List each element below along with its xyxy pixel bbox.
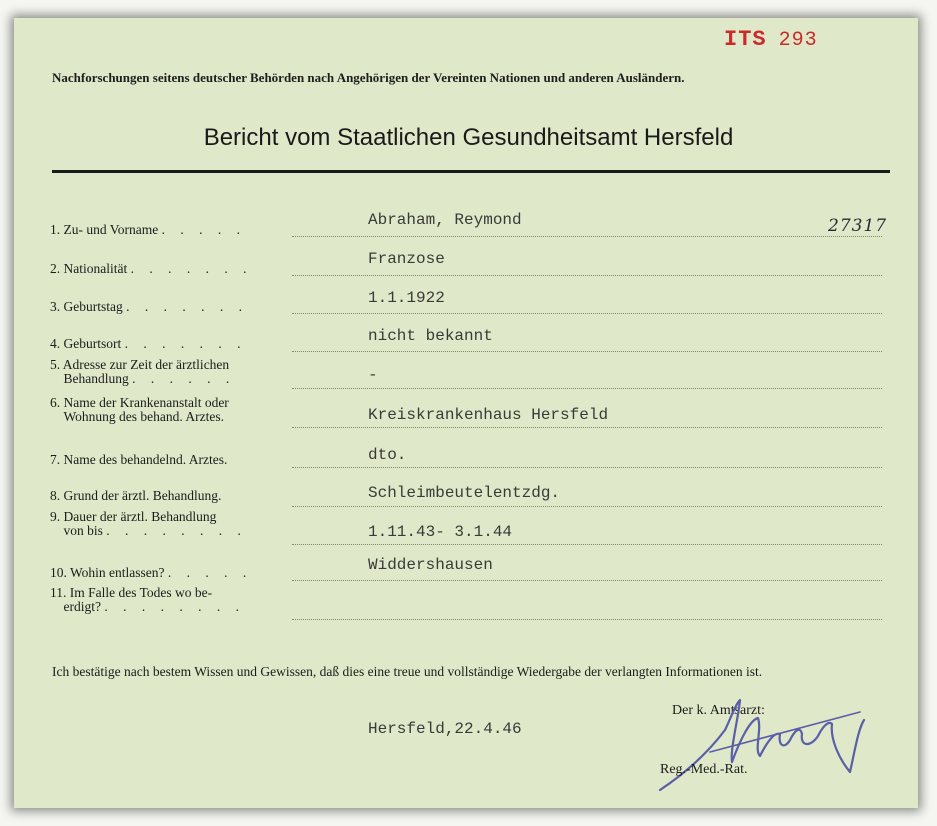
field-value-reason: Schleimbeutelentzdg. xyxy=(368,484,561,502)
field-line xyxy=(292,580,882,581)
field-label-duration: 9. Dauer der ärztl. Behandlung von bis . . . . . . . . xyxy=(50,509,247,538)
field-line xyxy=(292,275,882,276)
reference-number: 27317 xyxy=(828,216,888,236)
field-value-discharged: Widdershausen xyxy=(368,556,493,574)
field-label-birthplace: 4. Geburtsort . . . . . . . xyxy=(50,336,247,351)
field-label-address: 5. Adresse zur Zeit der ärztlichen Behandlung . . . . . . xyxy=(50,357,236,386)
field-label-birthdate: 3. Geburtstag . . . . . . . xyxy=(50,299,248,314)
document-title: Bericht vom Staatlichen Gesundheitsamt Hersfeld xyxy=(203,124,734,151)
field-label-discharged: 10. Wohin entlassen? . . . . . xyxy=(50,565,253,580)
title-rule xyxy=(52,170,890,173)
stamp-number: 293 xyxy=(778,29,818,52)
officer-title: Der k. Amtsarzt: xyxy=(672,703,765,718)
field-line xyxy=(292,544,882,545)
field-value-address: - xyxy=(368,366,378,384)
field-line xyxy=(292,506,882,507)
field-line xyxy=(292,313,882,314)
field-line xyxy=(292,388,882,389)
field-value-birthplace: nicht bekannt xyxy=(368,327,493,345)
field-value-birthdate: 1.1.1922 xyxy=(368,289,445,307)
field-label-burial: 11. Im Falle des Todes wo be- erdigt? . . . . . . . . xyxy=(50,585,245,614)
field-value-name: Abraham, Reymond xyxy=(368,211,522,229)
field-line xyxy=(292,236,882,237)
field-value-hospital: Kreiskrankenhaus Hersfeld xyxy=(368,406,609,424)
stamp-prefix: ITS xyxy=(724,27,767,52)
field-label-doctor: 7. Name des behandelnd. Arztes. xyxy=(50,452,228,467)
field-value-doctor: dto. xyxy=(368,446,407,464)
field-label-hospital: 6. Name der Krankenanstalt oder Wohnung des behand. Arztes. xyxy=(50,395,229,424)
field-line xyxy=(292,467,882,468)
officer-rank: Reg.-Med.-Rat. xyxy=(660,762,748,777)
confirmation-statement: Ich bestätige nach bestem Wissen und Gewissen, daß dies eine treue und vollständige Wiedergabe der verlangten Informationen ist. xyxy=(52,664,763,679)
field-line xyxy=(292,619,882,620)
field-line xyxy=(292,351,882,352)
handwritten-signature xyxy=(650,690,880,800)
document-subtitle: Nachforschungen seitens deutscher Behörden nach Angehörigen der Vereinten Nationen und anderen Ausländern. xyxy=(52,70,685,85)
place-and-date: Hersfeld,22.4.46 xyxy=(368,720,522,738)
field-label-reason: 8. Grund der ärztl. Behandlung. xyxy=(50,488,222,503)
field-label-nationality: 2. Nationalität . . . . . . . xyxy=(50,261,253,276)
field-line xyxy=(292,427,882,428)
its-stamp xyxy=(724,27,818,52)
field-value-duration: 1.11.43- 3.1.44 xyxy=(368,523,513,541)
field-value-nationality: Franzose xyxy=(368,250,445,268)
field-label-name: 1. Zu- und Vorname . . . . . xyxy=(50,222,246,237)
